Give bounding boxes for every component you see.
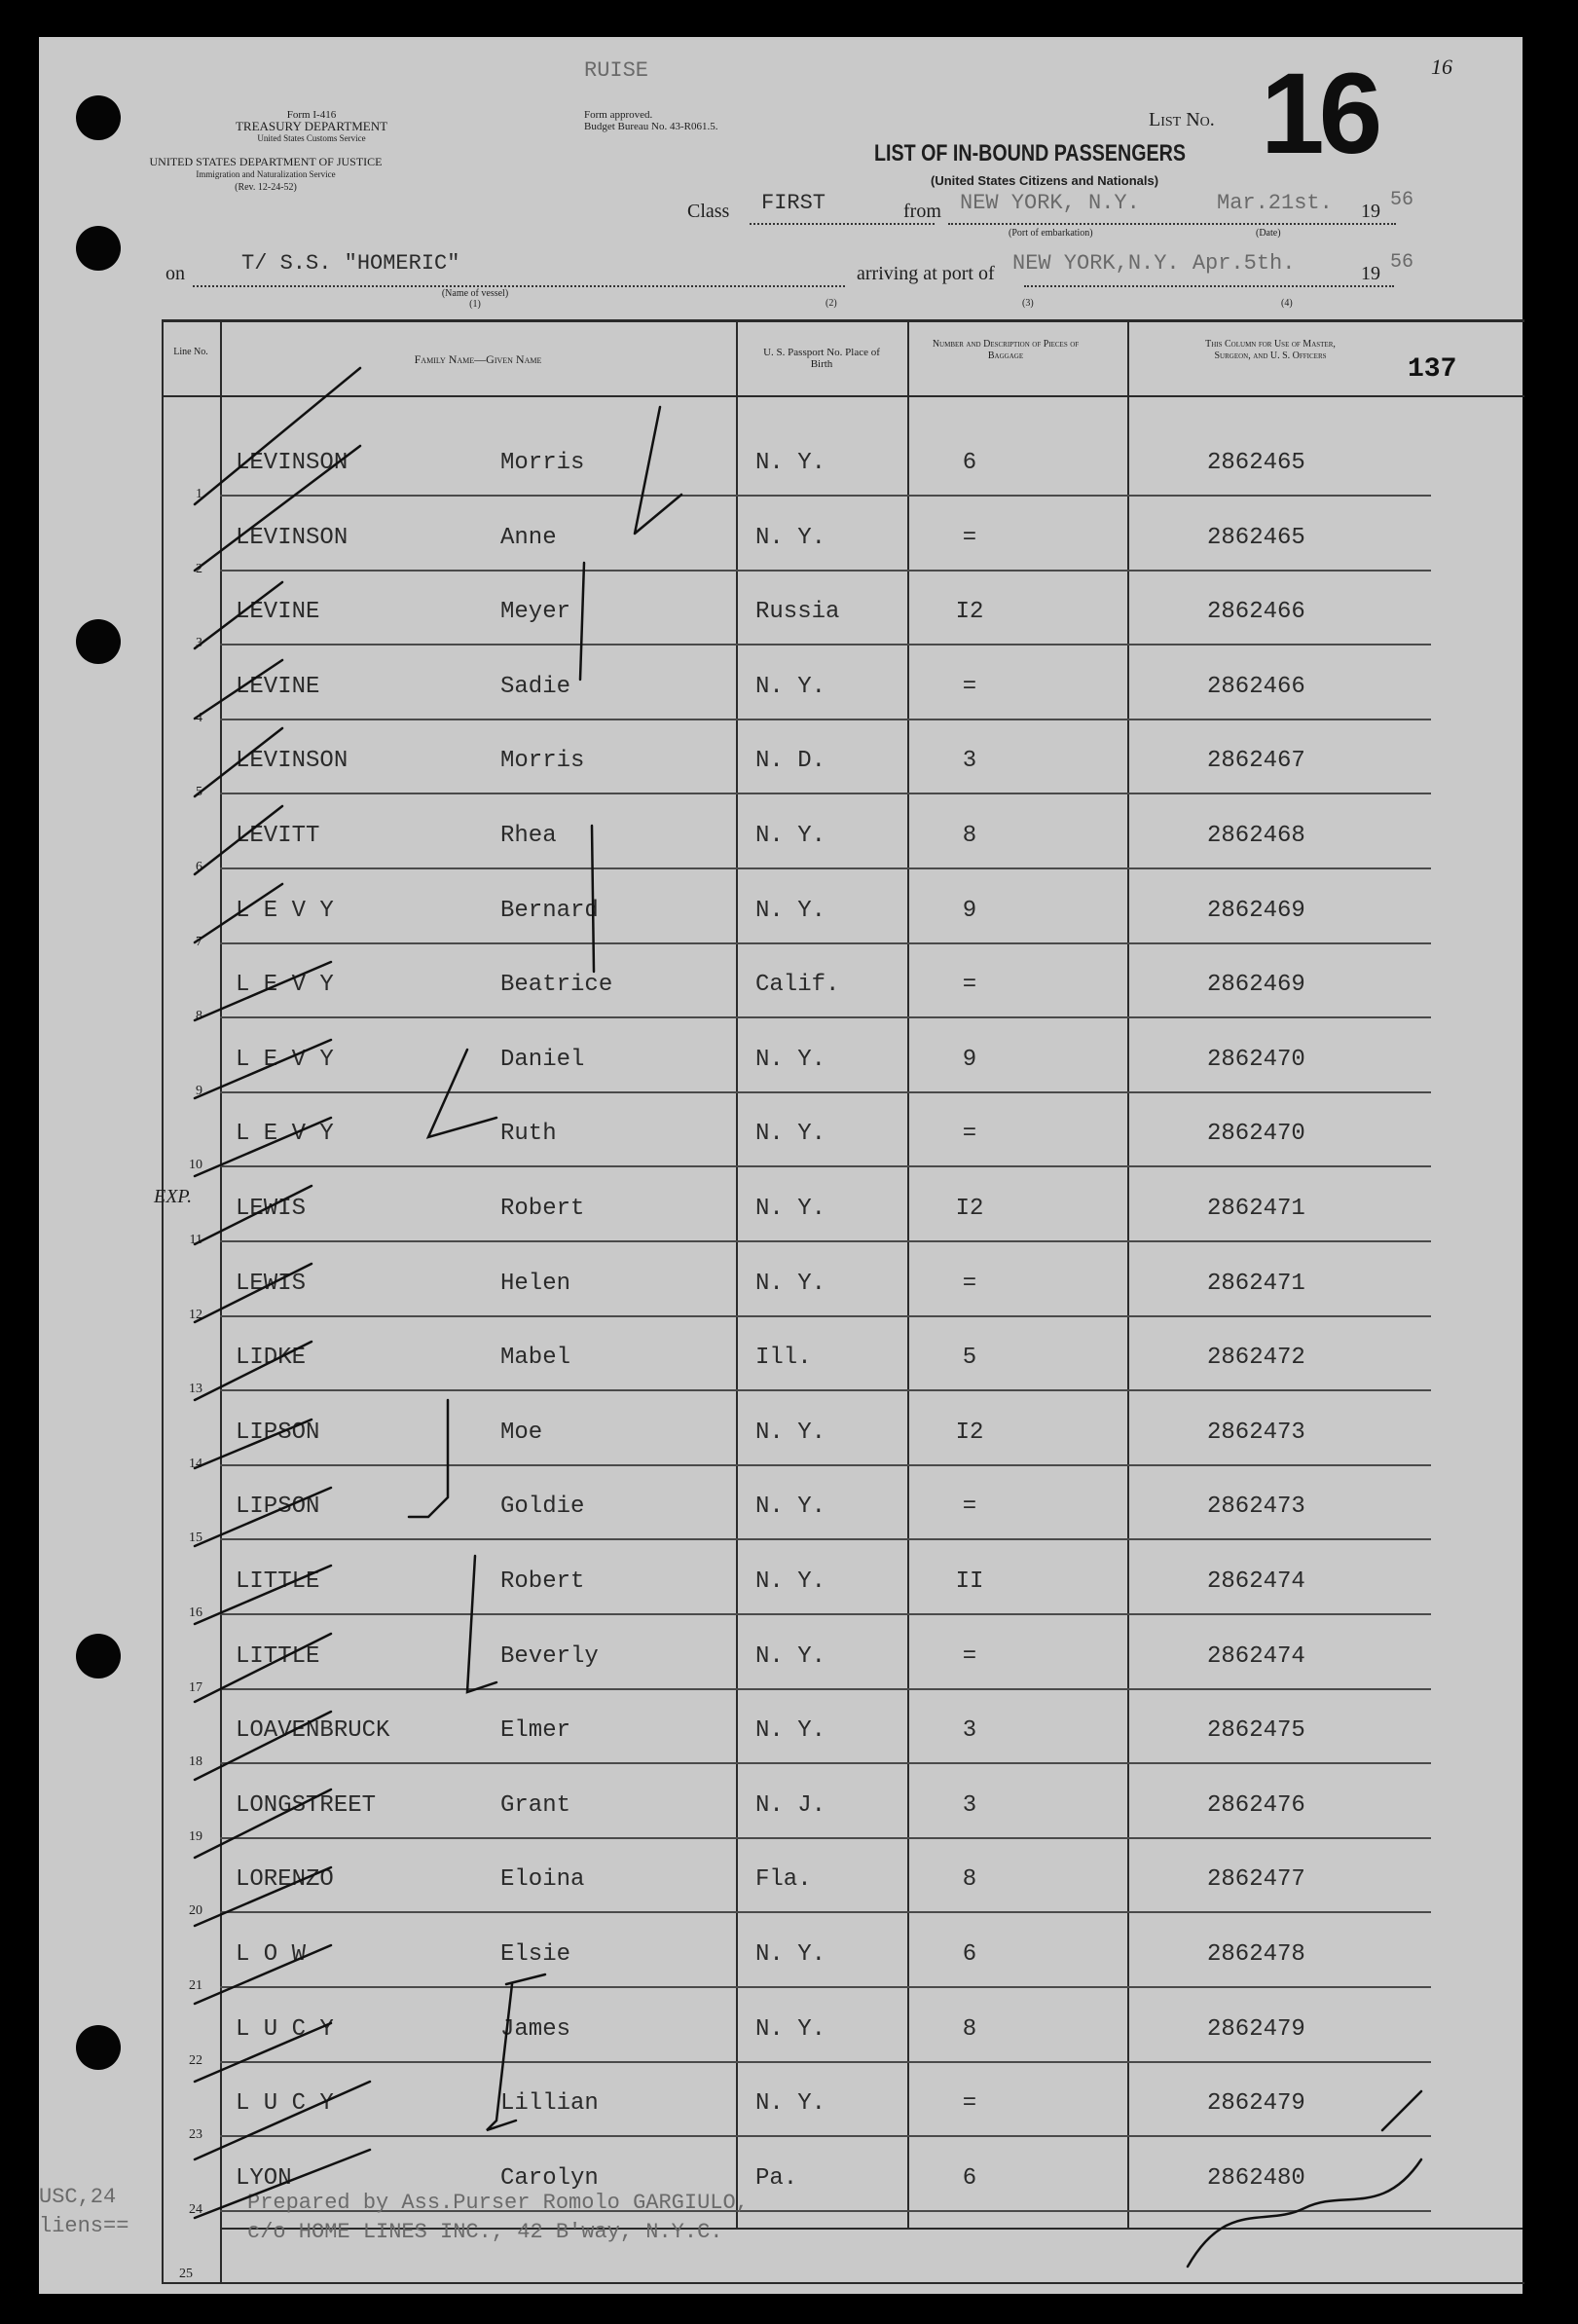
birthplace: N. Y.: [755, 673, 826, 700]
baggage-count: I2: [955, 599, 984, 626]
given-name: Robert: [500, 1196, 585, 1222]
line-number: 4: [196, 710, 202, 725]
birthplace: Ill.: [755, 1345, 812, 1372]
birthplace: N. Y.: [755, 1941, 826, 1968]
officer-number: 2862474: [1207, 1568, 1305, 1595]
officer-number: 2862477: [1207, 1866, 1305, 1894]
given-name: Carolyn: [500, 2164, 599, 2192]
baggage-count: 8: [962, 1866, 977, 1894]
port-caption: (Port of embarkation): [1009, 228, 1093, 239]
col-line-no: Line No.: [173, 347, 208, 357]
given-name: Eloina: [500, 1866, 585, 1894]
caption-4: (4): [1281, 298, 1293, 309]
check-mark-20: [195, 1867, 331, 1926]
given-name: Anne: [500, 524, 557, 551]
line-number: 1: [196, 487, 202, 501]
birthplace: Russia: [755, 599, 840, 626]
class-label: Class: [687, 201, 730, 222]
family-name: LITTLE: [236, 1642, 320, 1670]
punch-hole: [76, 2025, 121, 2070]
given-name: Rhea: [500, 823, 557, 849]
birthplace: N. Y.: [755, 1568, 826, 1595]
line-number: 14: [189, 1456, 202, 1471]
vessel-caption: (Name of vessel) (1): [441, 288, 509, 310]
officer-number: 2862478: [1207, 1941, 1305, 1968]
family-name: LEVINE: [236, 599, 320, 626]
line-number: 18: [189, 1754, 202, 1770]
given-name: Elsie: [500, 1941, 571, 1968]
col-name: Family Name—Given Name: [414, 352, 542, 366]
baggage-count: I2: [955, 1196, 984, 1222]
arrival-year: 56: [1390, 251, 1414, 274]
baggage-count: =: [962, 2090, 977, 2118]
baggage-count: I2: [955, 1419, 984, 1446]
left-margin-note-1: USC,24: [39, 2185, 117, 2209]
family-name: LEVITT: [236, 823, 320, 849]
family-name: LEWIS: [236, 1270, 307, 1297]
line-number: 9: [196, 1083, 202, 1098]
from-year: 56: [1390, 189, 1414, 211]
birthplace: Calif.: [755, 972, 840, 999]
prepared-line-2: c/o HOME LINES INC., 42 B'way, N.Y.C.: [247, 2220, 723, 2244]
check-mark-15: [195, 1488, 331, 1546]
family-name: L U C Y: [236, 2015, 334, 2043]
revision: (Rev. 12-24-52): [235, 182, 297, 193]
given-name: Meyer: [500, 599, 571, 626]
given-name: Morris: [500, 748, 585, 775]
officer-number: 2862473: [1207, 1494, 1305, 1521]
arrival-year-prefix: 19: [1361, 263, 1380, 284]
officer-number: 2862473: [1207, 1419, 1305, 1446]
given-name: Goldie: [500, 1494, 585, 1521]
family-name: L E V Y: [236, 1046, 334, 1073]
line-number: 7: [196, 934, 202, 949]
line-number: 8: [196, 1009, 202, 1024]
check-mark-8: [195, 962, 331, 1020]
officer-number: 2862474: [1207, 1642, 1305, 1670]
check-mark-17: [195, 1634, 331, 1702]
birthplace: N. Y.: [755, 823, 826, 849]
baggage-count: =: [962, 1494, 977, 1521]
birthplace: N. D.: [755, 748, 826, 775]
given-name: Mabel: [500, 1345, 571, 1372]
baggage-count: 3: [962, 1791, 977, 1819]
officer-number: 2862468: [1207, 823, 1305, 849]
baggage-count: 9: [962, 1046, 977, 1073]
signature-mark: [1188, 2091, 1421, 2267]
baggage-count: 6: [962, 1941, 977, 1968]
bracket-mark-3: [592, 826, 594, 972]
baggage-count: II: [955, 1568, 984, 1595]
family-name: LEVINSON: [236, 450, 349, 476]
officer-number: 2862470: [1207, 1046, 1305, 1073]
birthplace: N. Y.: [755, 1494, 826, 1521]
date-caption: (Date): [1256, 228, 1281, 239]
arriving-label: arriving at port of: [857, 263, 995, 284]
check-mark-1: [195, 368, 360, 504]
bracket-mark-7: [487, 1974, 545, 2130]
col-baggage: Number and Description of Pieces of Baggage: [932, 339, 1080, 361]
check-mark-16: [195, 1566, 331, 1624]
baggage-count: 6: [962, 450, 977, 476]
given-name: Beverly: [500, 1642, 599, 1670]
family-name: LEVINSON: [236, 748, 349, 775]
family-name: L E V Y: [236, 897, 334, 924]
form-approved: Form approved.: [584, 109, 653, 121]
check-mark-9: [195, 1040, 331, 1098]
caption-3: (3): [1022, 298, 1034, 309]
baggage-count: 3: [962, 1717, 977, 1745]
from-date: Mar.21st.: [1217, 191, 1333, 215]
birthplace: N. J.: [755, 1791, 826, 1819]
page-subtitle: (United States Citizens and Nationals): [931, 173, 1159, 188]
birthplace: N. Y.: [755, 897, 826, 924]
caption-2: (2): [826, 298, 837, 309]
check-mark-5: [195, 728, 282, 796]
given-name: Ruth: [500, 1121, 557, 1148]
margin-note-exp: EXP.: [154, 1186, 193, 1207]
given-name: James: [500, 2015, 571, 2043]
family-name: LEVINSON: [236, 524, 349, 551]
line-number: 16: [189, 1605, 202, 1620]
family-name: LITTLE: [236, 1568, 320, 1595]
col-officers: This Column for Use of Master, Surgeon, and U. S. Officers: [1205, 339, 1336, 361]
col-passport: U. S. Passport No. Place of Birth: [763, 347, 880, 370]
given-name: Bernard: [500, 897, 599, 924]
corner-note: 16: [1431, 55, 1452, 79]
baggage-count: =: [962, 673, 977, 700]
birthplace: N. Y.: [755, 1642, 826, 1670]
bracket-mark-6: [467, 1556, 496, 1692]
baggage-count: 3: [962, 748, 977, 775]
line-number: 23: [189, 2127, 202, 2143]
birthplace: N. Y.: [755, 1121, 826, 1148]
family-name: LORENZO: [236, 1866, 334, 1894]
baggage-count: =: [962, 1642, 977, 1670]
line-number: 5: [196, 785, 202, 800]
family-name: LIDKE: [236, 1345, 307, 1372]
bracket-mark-2: [580, 563, 584, 680]
officer-number: 2862465: [1207, 524, 1305, 551]
line-number: 12: [189, 1307, 202, 1322]
on-label: on: [165, 263, 185, 284]
given-name: Robert: [500, 1568, 585, 1595]
given-name: Elmer: [500, 1717, 571, 1745]
prepared-line-1: Prepared by Ass.Purser Romolo GARGIULO,: [247, 2191, 749, 2215]
baggage-count: 6: [962, 2164, 977, 2192]
line-number: 24: [189, 2201, 202, 2217]
from-year-prefix: 19: [1361, 201, 1380, 222]
vessel-name: T/ S.S. "HOMERIC": [241, 251, 460, 276]
birthplace: N. Y.: [755, 2090, 826, 2118]
check-mark-12: [195, 1264, 312, 1322]
punch-hole: [76, 619, 121, 664]
bracket-mark-1: [635, 407, 681, 534]
baggage-count: =: [962, 524, 977, 551]
family-name: LONGSTREET: [236, 1791, 377, 1819]
officer-number: 2862471: [1207, 1270, 1305, 1297]
check-mark-10: [195, 1118, 331, 1176]
check-mark-19: [195, 1789, 331, 1858]
justice-dept: UNITED STATES DEPARTMENT OF JUSTICE: [149, 155, 383, 168]
family-name: LOAVENBRUCK: [236, 1717, 390, 1745]
officer-number: 2862470: [1207, 1121, 1305, 1148]
baggage-count: 5: [962, 1345, 977, 1372]
bracket-mark-5: [409, 1400, 448, 1517]
officer-number: 2862466: [1207, 599, 1305, 626]
line-number: 11: [189, 1233, 202, 1247]
given-name: Moe: [500, 1419, 543, 1446]
treasury-dept: TREASURY DEPARTMENT: [235, 119, 388, 133]
officer-number: 2862471: [1207, 1196, 1305, 1222]
officer-number: 2862467: [1207, 748, 1305, 775]
line-number: 10: [189, 1158, 202, 1173]
line-number: 15: [189, 1531, 202, 1546]
family-name: L U C Y: [236, 2090, 334, 2118]
baggage-count: 8: [962, 823, 977, 849]
line-number: 20: [189, 1903, 202, 1919]
baggage-count: =: [962, 1270, 977, 1297]
line-number: 13: [189, 1382, 202, 1397]
check-mark-14: [195, 1420, 312, 1468]
family-name: L E V Y: [236, 972, 334, 999]
family-name: L E V Y: [236, 1121, 334, 1148]
ins-service: Immigration and Naturalization Service: [196, 169, 336, 179]
bracket-mark-4: [428, 1050, 496, 1137]
check-mark-22: [195, 2023, 331, 2082]
punch-hole: [76, 226, 121, 271]
footer-line-number: 25: [179, 2267, 193, 2281]
handwritten-check-marks: [39, 37, 1523, 2294]
officer-number: 2862479: [1207, 2015, 1305, 2043]
punch-hole: [76, 95, 121, 140]
officer-number: 2862475: [1207, 1717, 1305, 1745]
birthplace: N. Y.: [755, 524, 826, 551]
family-name: LEVINE: [236, 673, 320, 700]
baggage-count: 9: [962, 897, 977, 924]
check-mark-2: [195, 446, 360, 571]
birthplace: Pa.: [755, 2164, 798, 2192]
officer-number: 2862469: [1207, 972, 1305, 999]
line-number: 21: [189, 1978, 202, 1993]
family-name: LIPSON: [236, 1494, 320, 1521]
line-number: 3: [196, 636, 202, 651]
officer-number: 2862465: [1207, 450, 1305, 476]
officer-number: 2862479: [1207, 2090, 1305, 2118]
birthplace: N. Y.: [755, 2015, 826, 2043]
family-name: L O W: [236, 1941, 307, 1968]
line-number: 22: [189, 2052, 202, 2068]
page-title: LIST OF IN-BOUND PASSENGERS: [874, 140, 1187, 166]
from-label: from: [903, 201, 941, 222]
given-name: Daniel: [500, 1046, 585, 1073]
passenger-manifest-sheet: [39, 37, 1523, 2294]
birthplace: N. Y.: [755, 1419, 826, 1446]
budget-bureau: Budget Bureau No. 43-R061.5.: [584, 121, 718, 132]
birthplace: N. Y.: [755, 450, 826, 476]
page-number: 137: [1408, 354, 1457, 385]
check-mark-18: [195, 1712, 331, 1780]
birthplace: N. Y.: [755, 1196, 826, 1222]
check-mark-6: [195, 806, 282, 874]
officer-number: 2862476: [1207, 1791, 1305, 1819]
form-number: Form I-416: [286, 109, 337, 121]
check-mark-4: [195, 660, 282, 719]
class-value: FIRST: [761, 191, 826, 215]
check-mark-13: [195, 1342, 312, 1400]
officer-number: 2862480: [1207, 2164, 1305, 2192]
family-name: LYON: [236, 2164, 292, 2192]
left-margin-note-2: liens==: [39, 2214, 129, 2238]
list-no-label: List No.: [1149, 109, 1215, 130]
arrival-port: NEW YORK,N.Y. Apr.5th.: [1012, 251, 1296, 276]
check-mark-24: [195, 2150, 370, 2218]
check-mark-11: [195, 1186, 312, 1244]
check-mark-23: [195, 2082, 370, 2159]
given-name: Grant: [500, 1791, 571, 1819]
baggage-count: =: [962, 972, 977, 999]
given-name: Lillian: [500, 2090, 599, 2118]
birthplace: N. Y.: [755, 1270, 826, 1297]
line-number: 19: [189, 1828, 202, 1844]
check-mark-21: [195, 1945, 331, 2004]
check-mark-7: [195, 884, 282, 942]
officer-number: 2862469: [1207, 897, 1305, 924]
birthplace: N. Y.: [755, 1046, 826, 1073]
given-name: Morris: [500, 450, 585, 476]
baggage-count: =: [962, 1121, 977, 1148]
birthplace: Fla.: [755, 1866, 812, 1894]
family-name: LIPSON: [236, 1419, 320, 1446]
cruise-label: RUISE: [584, 58, 649, 83]
punch-hole: [76, 1634, 121, 1678]
check-mark-3: [195, 582, 282, 648]
given-name: Sadie: [500, 673, 571, 700]
line-number: 6: [196, 860, 202, 874]
customs-service: United States Customs Service: [257, 133, 366, 143]
line-number: 2: [196, 561, 202, 576]
family-name: LEWIS: [236, 1196, 307, 1222]
given-name: Beatrice: [500, 972, 613, 999]
line-number: 17: [189, 1679, 202, 1695]
birthplace: N. Y.: [755, 1717, 826, 1745]
baggage-count: 8: [962, 2015, 977, 2043]
from-port: NEW YORK, N.Y.: [960, 191, 1140, 215]
given-name: Helen: [500, 1270, 571, 1297]
officer-number: 2862472: [1207, 1345, 1305, 1372]
list-no: 16: [1261, 50, 1377, 178]
officer-number: 2862466: [1207, 673, 1305, 700]
